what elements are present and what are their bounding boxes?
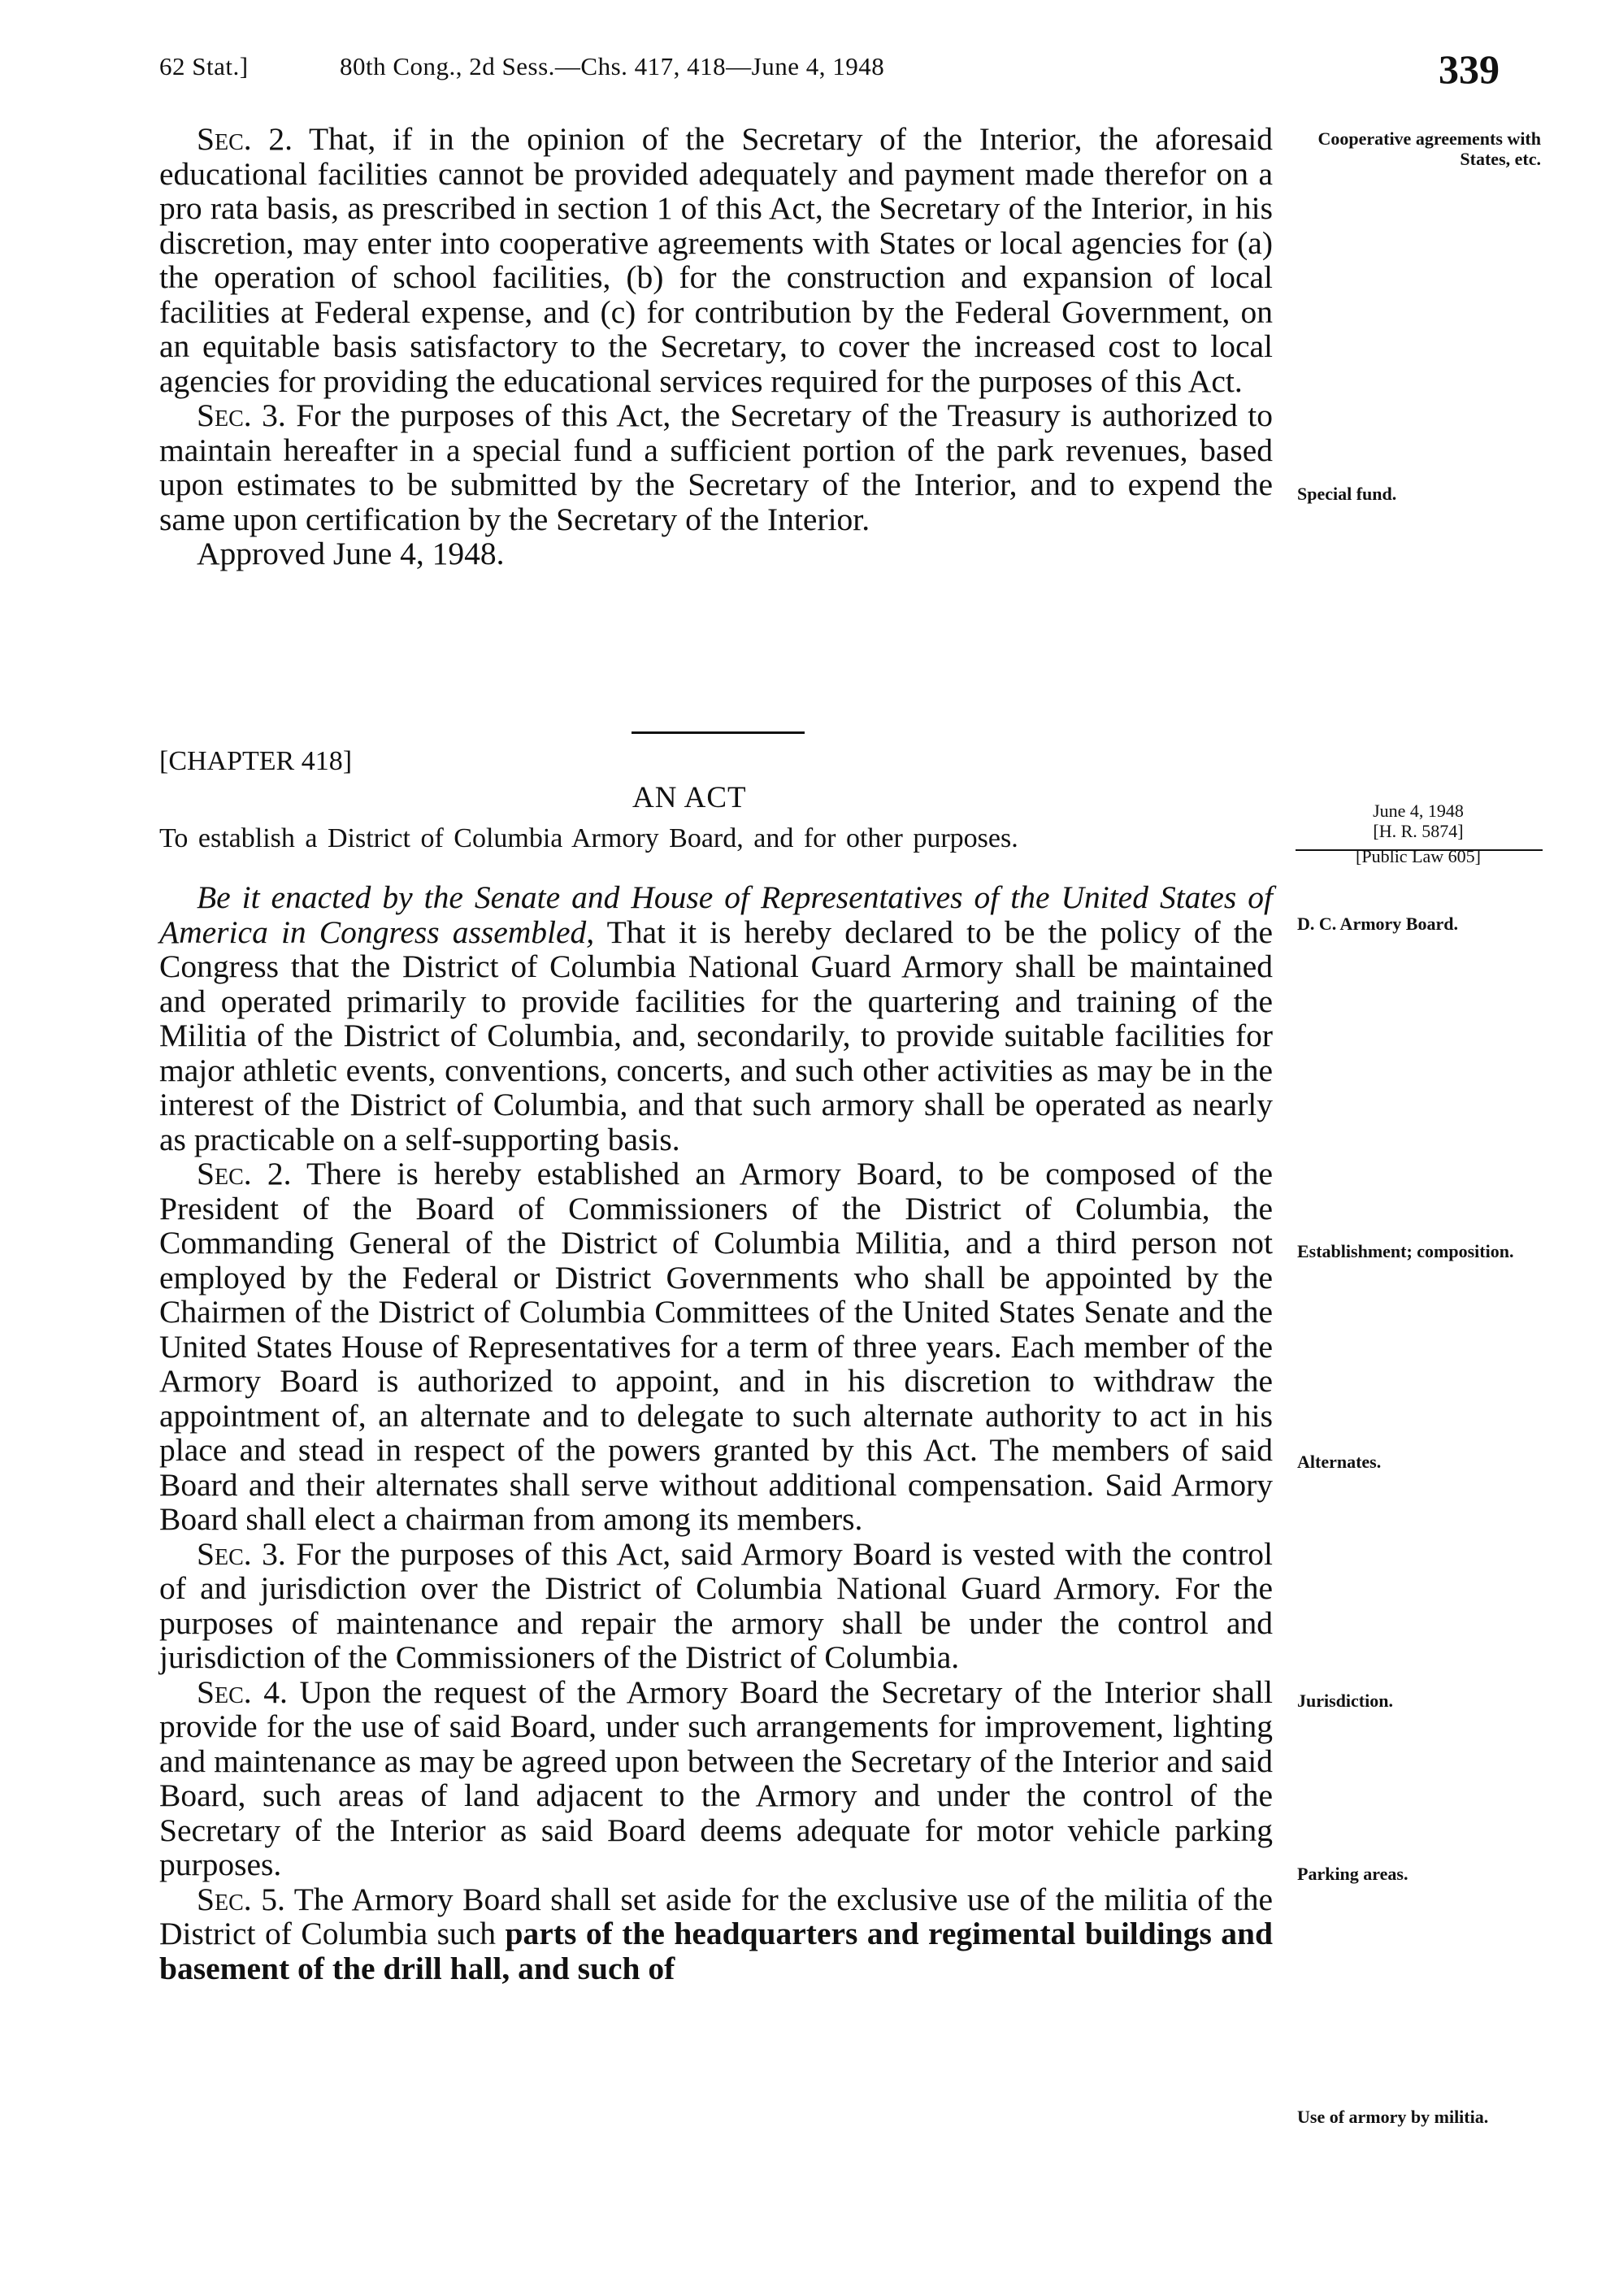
section-label: Sec. 2.: [197, 1156, 292, 1191]
margin-note-jurisdiction: Jurisdiction.: [1297, 1691, 1393, 1711]
ch418-sec5-paragraph: [159, 1882, 1273, 1986]
act-side-info: [1292, 801, 1544, 866]
margin-note-alternates: Alternates.: [1297, 1452, 1382, 1472]
ch418-sec2-paragraph: [159, 1157, 1273, 1537]
margin-note-armory-board: D. C. Armory Board.: [1297, 914, 1458, 934]
ch417-sec2-paragraph: [159, 122, 1273, 398]
approval-line: Approved June 4, 1948.: [197, 536, 505, 571]
running-header-congress: 80th Cong., 2d Sess.—Chs. 417, 418—June 4, 1948: [340, 52, 885, 80]
ch418-sec4-paragraph: [159, 1675, 1273, 1882]
bill-number: [H. R. 5874]: [1373, 821, 1464, 841]
side-info-rule: [1296, 849, 1543, 851]
public-law-number: [Public Law 605]: [1356, 846, 1481, 866]
margin-note-militia-use: Use of armory by militia.: [1297, 2107, 1489, 2127]
section-label: Sec. 4.: [197, 1673, 288, 1710]
chapter-label: [CHAPTER 418]: [159, 746, 353, 776]
section-label: Sec. 5.: [197, 1881, 285, 1917]
section-text: The Armory Board shall set aside for the exclusive use of the militia of the District of Columbia such: [159, 1881, 1273, 1951]
section-text: For the purposes of this Act, said Armory Board is vested with the control of and jurisdiction over the District of Columbia National Guard Armory. For the purposes of maintenance and repair the armory shall be under the control and jurisdiction of the Commissioners of the District of Columbia.: [159, 1535, 1274, 1675]
running-header-volume: 62 Stat.]: [159, 52, 249, 80]
chapter-417-body: [159, 122, 1273, 571]
section-label: Sec. 3.: [197, 397, 286, 433]
margin-note-cooperative: Cooperative agreements with States, etc.: [1317, 128, 1541, 169]
page-number: 339: [1439, 46, 1500, 92]
margin-note-special-fund: Special fund.: [1297, 484, 1397, 504]
act-purpose: To establish a District of Columbia Armory Board, and for other purposes.: [159, 823, 1018, 853]
ch418-sec3-paragraph: [159, 1537, 1273, 1675]
section-text: That, if in the opinion of the Secretary of the Interior, the aforesaid educational facilities cannot be provided adequately and payment made therefor on a pro rata basis, as prescribed in section 1 of this Act, the Secretary of the Interior, in his discretion, may enter into cooperative agreements with States or local agencies for (a) the operation of school facilities, (b) for the construction and expansion of local facilities at Federal expense, and (c) for contribution by the Federal Government, on an equitable basis satisfactory to the Secretary, to cover the increased cost to local agencies for providing the educational services required for the purposes of this Act.: [159, 121, 1274, 399]
section-text-bold: parts of the headquarters and regimental buildings and basement of the drill hall, and such of: [159, 1916, 1273, 1986]
section-text: Upon the request of the Armory Board the Secretary of the Interior shall provide for the use of said Board, under such arrangements for improvement, lighting and maintenance as may be agreed upon between the Secretary of the Interior and said Board, such areas of land adjacent to the Armory and under the control of the Secretary of the Interior as said Board deems adequate for motor vehicle parking purposes.: [159, 1673, 1273, 1882]
section-text: For the purposes of this Act, the Secretary of the Treasury is authorized to maintain hereafter in a special fund a sufficient portion of the park revenues, based upon estimates to be submitted by the Secretary of the Interior, and to expend the same upon certification by the Secretary of the Interior.: [159, 397, 1274, 537]
margin-note-establishment: Establishment; composition.: [1297, 1241, 1514, 1261]
chapter-418-body: [159, 880, 1273, 1986]
margin-note-parking: Parking areas.: [1297, 1864, 1409, 1884]
section-label: Sec. 2.: [197, 121, 293, 157]
chapter-divider: [632, 731, 805, 734]
section-text: That it is hereby declared to be the policy of the Congress that the District of Columbia National Guard Armory shall be maintained and operated primarily to provide facilities for the quartering and training of the Militia of the District of Columbia, and, secondarily, to provide suitable facilities for major athletic events, conventions, concerts, and such other activities as may be in the interest of the District of Columbia, and that such armory shall be operated as nearly as practicable on a self-supporting basis.: [159, 914, 1274, 1157]
act-title: AN ACT: [632, 781, 747, 814]
ch417-sec3-paragraph: [159, 398, 1273, 536]
enacting-clause: Be it enacted by the Senate and House of Representatives of the United States of America in Congress assembled,: [159, 879, 1273, 950]
section-text: There is hereby established an Armory Board, to be composed of the President of the Board of Commissioners of the District of Columbia, the Commanding General of the District of Columbia Militia, and a third person not employed by the Federal or District Governments who shall be appointed by the Chairmen of the District of Columbia Committees of the United States Senate and the United States House of Representatives for a term of three years. Each member of the Armory Board is authorized to appoint, and in his discretion to withdraw the appointment of, an alternate and to delegate to such alternate authority to act in his place and stead in respect of the powers granted by this Act. The members of said Board and their alternates shall serve without additional compensation. Said Armory Board shall elect a chairman from among its members.: [159, 1156, 1274, 1537]
ch418-sec1-paragraph: [159, 880, 1273, 1157]
act-date: June 4, 1948: [1373, 801, 1464, 821]
section-label: Sec. 3.: [197, 1535, 286, 1572]
